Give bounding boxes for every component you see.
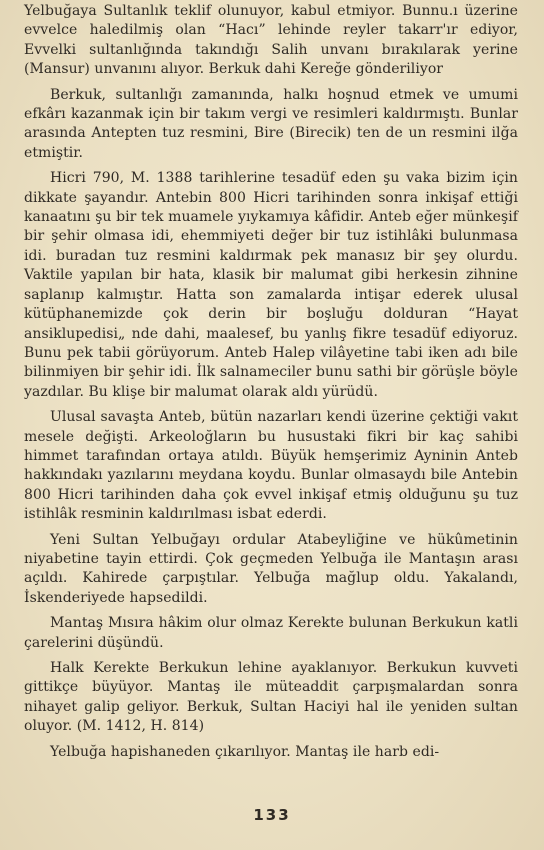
paragraph-7: Halk Kerekte Berkukun lehine ayaklanıyor. Berkukun kuvveti gittikçe büyüyor. Mantaş ile müteaddit çarpışmalardan sonra nihayet galip geliyor. Berkuk, Sultan Haciyi hal ile yeniden sultan oluyor. (M. 1412, H. 814) [24,660,518,735]
paragraph-8: Yelbuğa hapishaneden çıkarılıyor. Mantaş ile harb edi- [50,743,440,760]
paragraph-4: Ulusal savaşta Anteb, bütün nazarları kendi üzerine çektiği vakıt mesele değişti. Arkeoloğların bu husustaki fikri bir kaç sahibi himmet tarafından ortaya atıldı. Büyük hemşerimiz Ayninin Anteb hakkındakı yazılarını meydana koydu. Bunlar olmasaydı bile Antebin 800 Hicri tarihinden daha çok evvel inkişaf etmiş olduğunu şu tuz istihlâk resminin kaldırılması isbat ederdi. [24,409,518,523]
paragraph-3: Hicri 790, M. 1388 tarihlerine tesadüf eden şu vaka bizim için dikkate şayandır. Antebin 800 Hicri tarihinden sonra inkişaf ettiği kanaatını şu bir tek muamele yıykamıya kâfidir. Anteb eğer münkeşif bir şehir olmasa idi, ehemmiyeti değer bir tuz istihlâki bulunmasa idi. buradan tuz resmini kaldırmak pek manasız bir şey olurdu. Vaktile yapılan bir hata, klasik bir malumat gibi herkesin zihnine saplanıp kalmıştır. Hatta son zamalarda intişar ederek ulusal kütüphanemizde çok derin bir boşluğu dolduran “Hayat ansiklupedisi„ nde dahi, maalesef, bu yanlış fikre tesadüf ediyoruz. Bunu pek tabii görüyorum. Anteb Halep vilâyetine tabi iken adı bile bilinmiyen bir şehir idi. İlk salnameciler bunu sathi bir görüşle böyle yazdılar. Bu klişe bir malumat olarak aldı yürüdü. [24,170,518,400]
body-text [24,2,518,768]
paragraph-1: Yelbuğaya Sultanlık teklif olunuyor, kabul etmiyor. Bunnu.ı üzerine evvelce haledilmiş olan “Hacı” lehinde reyler takarr'ır ediyor, Evvelki sultanlığında takındığı Salih unvanı bırakılarak yerine (Mansur) unvanını alıyor. Berkuk dahi Kereğe gönderiliyor [24,3,518,78]
paragraph-5: Yeni Sultan Yelbuğayı ordular Atabeyliğine ve hükûmetinin niyabetine tayin ettirdi. Çok geçmeden Yelbuğa ile Mantaşın arası açıldı. Kahirede çarpıştılar. Yelbuğa mağlup oldu. Yakalandı, İskenderiyede hapsedildi. [24,531,518,606]
paragraph-2: Berkuk, sultanlığı zamanında, halkı hoşnud etmek ve umumi efkârı kazanmak için bir takım vergi ve resimleri kaldırmıştı. Bunlar arasında Antepten tuz resmini, Bire (Birecik) ten de un resmini ilğa etmiştir. [24,86,518,161]
page-number: 133 [253,806,291,824]
paragraph-6: Mantaş Mısıra hâkim olur olmaz Kerekte bulunan Berkukun katli çarelerini düşündü. [24,615,518,651]
